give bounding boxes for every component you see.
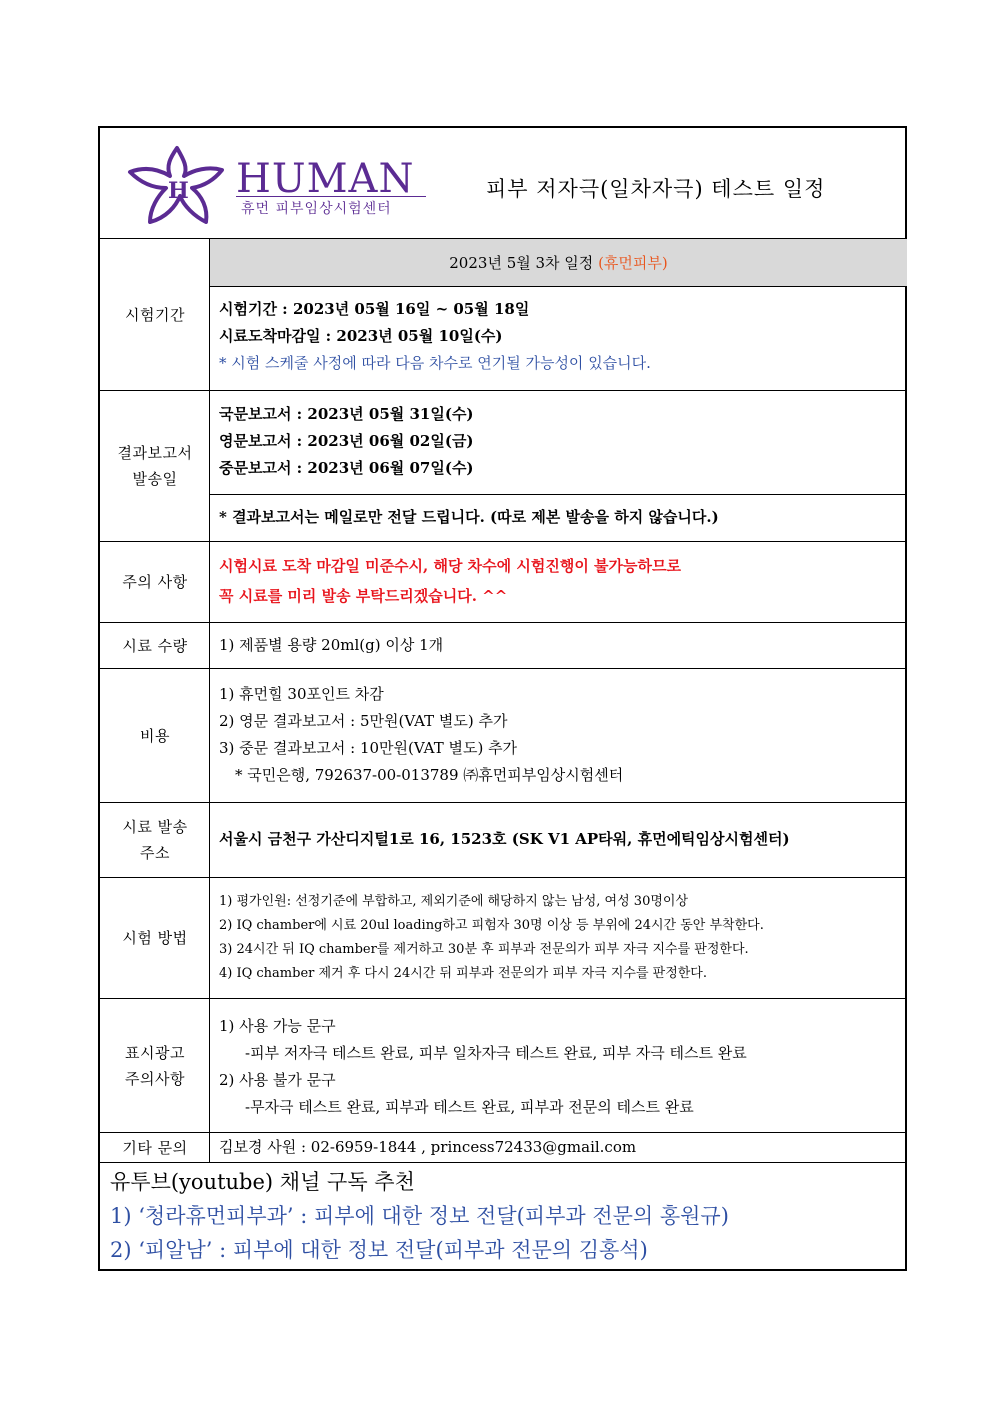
report-korean: 국문보고서 : 2023년 05월 31일(수) bbox=[219, 405, 474, 423]
cost-item: 2) 영문 결과보고서 : 5만원(VAT 별도) 추가 bbox=[219, 712, 508, 730]
contact-label: 기타 문의 bbox=[122, 1138, 188, 1157]
advertising-item: 1) 사용 가능 문구 bbox=[219, 1017, 336, 1035]
svg-text:H: H bbox=[168, 178, 189, 204]
schedule-banner-highlight: (휴먼피부) bbox=[598, 254, 668, 272]
human-logo-icon bbox=[122, 142, 232, 232]
page-title: 피부 저자극(일차자극) 테스트 일정 bbox=[486, 177, 826, 201]
method-item: 4) IQ chamber 제거 후 다시 24시간 뒤 피부과 전문의가 피부 자극 지수를 판정한다. bbox=[219, 966, 707, 981]
advertising-label-line1: 표시광고 bbox=[125, 1043, 185, 1062]
report-label-line1: 결과보고서 bbox=[117, 444, 193, 462]
advertising-item: 2) 사용 불가 문구 bbox=[219, 1071, 336, 1089]
cost-label: 비용 bbox=[140, 726, 170, 745]
youtube-channel-1: 1) ‘청라휴먼피부과’ : 피부에 대한 정보 전달(피부과 전문의 홍원규) bbox=[110, 1204, 729, 1228]
caution-line1: 시험시료 도착 마감일 미준수시, 해당 차수에 시험진행이 불가능하므로 bbox=[219, 557, 681, 575]
method-label: 시험 방법 bbox=[122, 929, 188, 947]
report-english: 영문보고서 : 2023년 06월 02일(금) bbox=[219, 432, 474, 450]
caution-line2: 꼭 시료를 미리 발송 부탁드리겠습니다. ^^ bbox=[219, 587, 508, 605]
advertising-item: -피부 저자극 테스트 완료, 피부 일차자극 테스트 완료, 피부 자극 테스트 완료 bbox=[245, 1044, 747, 1062]
shipping-label bbox=[100, 803, 210, 877]
schedule-note: * 시험 스케줄 사정에 따라 다음 차수로 연기될 가능성이 있습니다. bbox=[219, 354, 651, 372]
document-frame bbox=[98, 126, 907, 1271]
method-item: 3) 24시간 뒤 IQ chamber를 제거하고 30분 후 피부과 전문의가 피부 자극 지수를 판정한다. bbox=[219, 942, 749, 957]
logo-divider bbox=[236, 196, 426, 197]
cost-item: 3) 중문 결과보고서 : 10만원(VAT 별도) 추가 bbox=[219, 739, 518, 757]
divider bbox=[100, 1162, 905, 1163]
logo-subtitle: 휴먼 피부임상시험센터 bbox=[241, 201, 392, 217]
divider bbox=[210, 286, 907, 287]
divider bbox=[100, 668, 905, 669]
contact-value: 김보경 사원 : 02-6959-1844 , princess72433@gmail.com bbox=[219, 1138, 637, 1156]
advertising-item: -무자극 테스트 완료, 피부과 테스트 완료, 피부과 전문의 테스트 완료 bbox=[245, 1098, 694, 1116]
divider bbox=[100, 541, 905, 542]
divider bbox=[100, 1132, 905, 1133]
report-label bbox=[100, 391, 210, 541]
advertising-label-line2: 주의사항 bbox=[125, 1069, 185, 1088]
divider bbox=[210, 494, 907, 495]
shipping-label-line2: 주소 bbox=[140, 844, 170, 862]
report-note: * 결과보고서는 메일로만 전달 드립니다. (따로 제본 발송을 하지 않습니다.) bbox=[219, 508, 719, 526]
sample-quantity-label: 시료 수량 bbox=[122, 636, 188, 655]
cost-item: 1) 휴먼힐 30포인트 차감 bbox=[219, 685, 384, 703]
divider bbox=[100, 622, 905, 623]
caution-label: 주의 사항 bbox=[122, 573, 188, 591]
youtube-heading: 유투브(youtube) 채널 구독 추천 bbox=[110, 1170, 415, 1194]
test-period: 시험기간 : 2023년 05월 16일 ~ 05월 18일 bbox=[219, 300, 530, 318]
divider bbox=[100, 802, 905, 803]
schedule-banner-text: 2023년 5월 3차 일정 bbox=[449, 254, 599, 272]
report-chinese: 중문보고서 : 2023년 06월 07일(수) bbox=[219, 459, 474, 477]
shipping-label-line1: 시료 발송 bbox=[122, 818, 188, 836]
logo-text: HUMAN bbox=[236, 156, 415, 202]
advertising-label bbox=[100, 999, 210, 1132]
method-item: 1) 평가인원: 선정기준에 부합하고, 제외기준에 해당하지 않는 남성, 여성 30명이상 bbox=[219, 894, 689, 909]
method-item: 2) IQ chamber에 시료 20ul loading하고 피험자 30명 이상 등 부위에 24시간 동안 부착한다. bbox=[219, 918, 764, 933]
report-label-line2: 발송일 bbox=[132, 470, 178, 488]
bank-account: * 국민은행, 792637-00-013789 ㈜휴먼피부임상시험센터 bbox=[235, 766, 624, 784]
sample-quantity-value: 1) 제품별 용량 20ml(g) 이상 1개 bbox=[219, 636, 444, 654]
divider bbox=[100, 998, 905, 999]
youtube-channel-2: 2) ‘피알남’ : 피부에 대한 정보 전달(피부과 전문의 김홍석) bbox=[110, 1238, 648, 1262]
schedule-label: 시험기간 bbox=[125, 305, 185, 324]
divider bbox=[100, 390, 905, 391]
schedule-banner bbox=[210, 239, 907, 286]
youtube-recommendation bbox=[110, 1165, 729, 1267]
sample-deadline: 시료도착마감일 : 2023년 05월 10일(수) bbox=[219, 327, 503, 345]
divider bbox=[100, 877, 905, 878]
shipping-address: 서울시 금천구 가산디지털1로 16, 1523호 (SK V1 AP타워, 휴먼에틱임상시험센터) bbox=[219, 830, 790, 848]
